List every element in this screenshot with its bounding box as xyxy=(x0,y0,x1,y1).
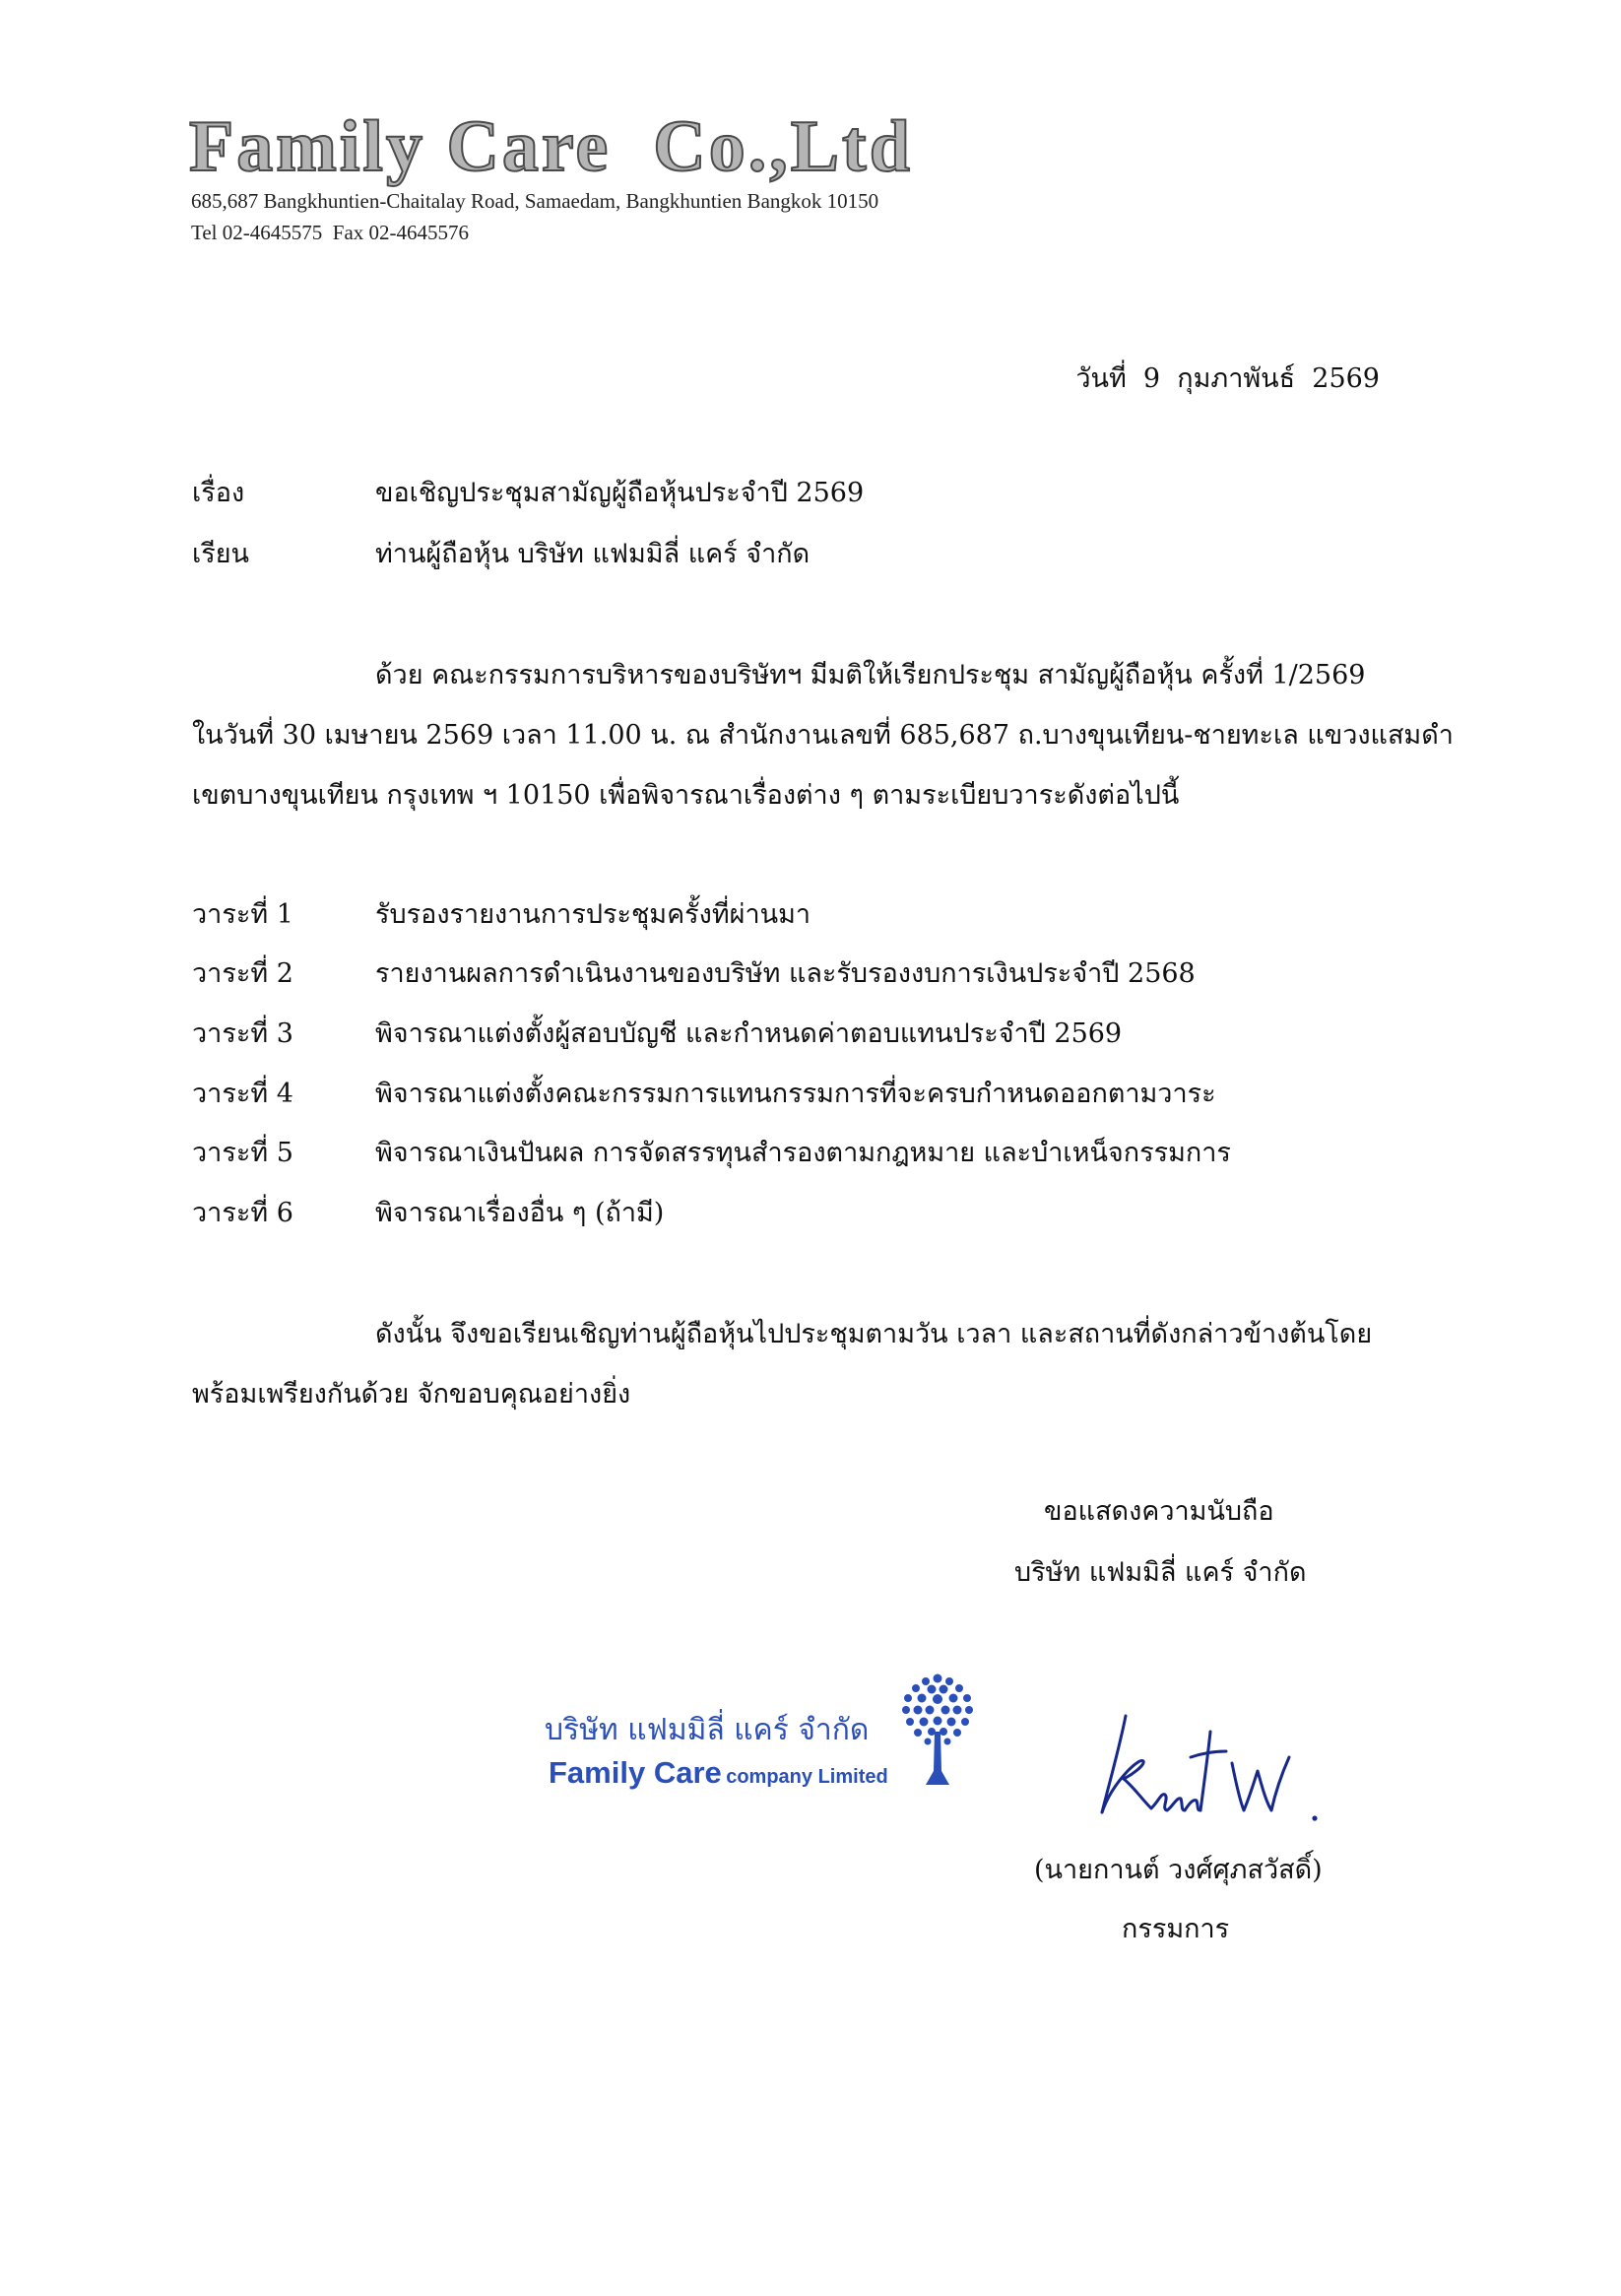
agenda-item xyxy=(192,1012,1423,1051)
agenda-item xyxy=(192,1131,1423,1170)
agenda-label: วาระที่ 5 xyxy=(192,1138,293,1168)
agenda-text: พิจารณาแต่งตั้งคณะกรรมการแทนกรรมการที่จะครบกำหนดออกตามวาระ xyxy=(375,1079,1216,1109)
agenda-label: วาระที่ 3 xyxy=(192,1018,293,1049)
signer-title: กรรมการ xyxy=(1122,1914,1230,1944)
agenda-text: รายงานผลการดำเนินงานของบริษัท และรับรองงบการเงินประจำปี 2568 xyxy=(375,958,1196,989)
stamp-english-main: Family Care xyxy=(549,1755,722,1790)
agenda-label: วาระที่ 4 xyxy=(192,1079,293,1109)
recipient-label: เรียน xyxy=(192,539,250,569)
agenda-text: พิจารณาเรื่องอื่น ๆ (ถ้ามี) xyxy=(375,1198,665,1228)
stamp-english-name xyxy=(549,1755,888,1791)
agenda-text: พิจารณาแต่งตั้งผู้สอบบัญชี และกำหนดค่าตอบแทนประจำปี 2569 xyxy=(375,1018,1123,1049)
stamp-thai-name: บริษัท แฟมมิลี่ แคร์ จำกัด xyxy=(545,1713,870,1747)
subject-value: ขอเชิญประชุมสามัญผู้ถือหุ้นประจำปี 2569 xyxy=(375,478,865,508)
recipient-value: ท่านผู้ถือหุ้น บริษัท แฟมมิลี่ แคร์ จำกัด xyxy=(375,539,810,569)
company-address: 685,687 Bangkhuntien-Chaitalay Road, Samaedam, Bangkhuntien Bangkok 10150 xyxy=(191,189,879,213)
company-contact: Tel 02-4645575 Fax 02-4645576 xyxy=(191,221,470,244)
company-name-heading: Family Care Co.,Ltd xyxy=(189,106,913,187)
agenda-label: วาระที่ 6 xyxy=(192,1198,293,1228)
agenda-item xyxy=(192,1191,1423,1230)
signer-name: (นายกานต์ วงศ์ศุภสวัสดิ์) xyxy=(1034,1855,1323,1885)
intro-line-1: ด้วย คณะกรรมการบริหารของบริษัทฯ มีมติให้เรียกประชุม สามัญผู้ถือหุ้น ครั้งที่ 1/2569 xyxy=(375,660,1366,690)
agenda-item xyxy=(192,1072,1423,1111)
closing-line-1: ดังนั้น จึงขอเรียนเชิญท่านผู้ถือหุ้นไปประชุมตามวัน เวลา และสถานที่ดังกล่าวข้างต้นโดย xyxy=(375,1319,1373,1349)
intro-line-2: ในวันที่ 30 เมษายน 2569 เวลา 11.00 น. ณ สำนักงานเลขที่ 685,687 ถ.บางขุนเทียน-ชายทะเล แขวงแสมดำ xyxy=(192,720,1454,751)
handwritten-signature xyxy=(1088,1702,1325,1830)
stamp-english-sub: company Limited xyxy=(726,1766,888,1788)
company-name-thai: บริษัท แฟมมิลี่ แคร์ จำกัด xyxy=(1014,1557,1307,1588)
agenda-item xyxy=(192,951,1423,991)
agenda-item xyxy=(192,892,1423,932)
subject-label: เรื่อง xyxy=(192,478,245,508)
agenda-label: วาระที่ 1 xyxy=(192,899,293,930)
agenda-label: วาระที่ 2 xyxy=(192,958,293,989)
intro-line-3: เขตบางขุนเทียน กรุงเทพ ฯ 10150 เพื่อพิจารณาเรื่องต่าง ๆ ตามระเบียบวาระดังต่อไปนี้ xyxy=(192,780,1180,811)
closing-line-2: พร้อมเพรียงกันด้วย จักขอบคุณอย่างยิ่ง xyxy=(192,1379,631,1410)
regards-text: ขอแสดงความนับถือ xyxy=(1044,1496,1274,1527)
agenda-text: พิจารณาเงินปันผล การจัดสรรทุนสำรองตามกฎหมาย และบำเหน็จกรรมการ xyxy=(375,1138,1231,1168)
tree-logo-icon xyxy=(898,1671,977,1791)
letter-date: วันที่ 9 กุมภาพันธ์ 2569 xyxy=(1075,363,1380,394)
agenda-text: รับรองรายงานการประชุมครั้งที่ผ่านมา xyxy=(375,899,811,930)
